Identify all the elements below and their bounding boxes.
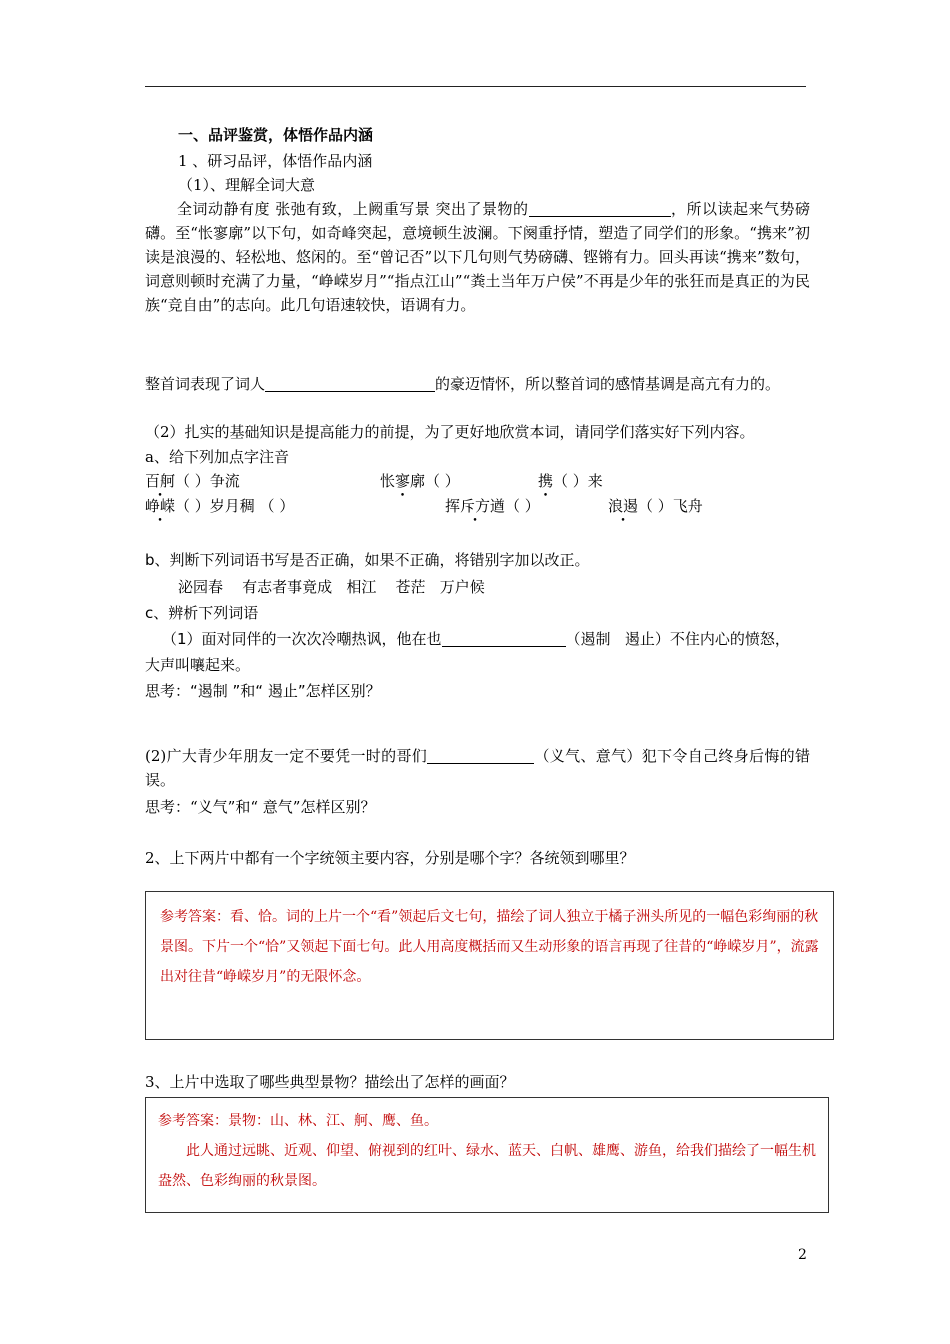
paragraph-1 [145, 197, 810, 317]
dotted-word: 携 [538, 472, 554, 490]
section-a-title: a、给下列加点字注音 [145, 448, 289, 466]
question-c2-start: (2)广大青少年朋友一定不要凭一时的哥们 [145, 747, 428, 765]
dotted-word: 怅寥廓 [380, 472, 426, 490]
paragraph-1-start: 全词动静有度 张弛有致，上阙重写景 突出了景物的 [177, 200, 529, 218]
think-c1: 思考：“遏制 ”和“ 遏止”怎样区别？ [145, 682, 381, 700]
answer-2-line1: 参考答案：景物：山、林、江、舸、鹰、鱼。 [158, 1113, 438, 1129]
pinyin-blank[interactable]: （ ）争流 [175, 472, 240, 490]
question-c1-start: （1）面对同伴的一次次冷嘲热讽，他在也 [162, 630, 442, 648]
pinyin-item [608, 495, 703, 516]
question-3: 3、上片中选取了哪些典型景物？描绘出了怎样的画面？ [145, 1073, 515, 1091]
pinyin-blank[interactable]: （ ）岁月稠 （ ） [175, 497, 295, 515]
pinyin-item [538, 470, 603, 491]
fill-blank-c2[interactable] [427, 747, 534, 764]
paragraph-2-rest: 的豪迈情怀，所以整首词的感情基调是高亢有力的。 [435, 375, 781, 393]
pinyin-item [445, 495, 540, 516]
item-1: 1 、研习品评，体悟作品内涵 [178, 152, 373, 170]
fill-blank-1[interactable] [529, 200, 671, 217]
dotted-word: 挥斥方遒 [445, 497, 506, 515]
fill-blank-2[interactable] [265, 375, 435, 392]
question-c1 [162, 628, 790, 649]
answer-box-1 [145, 891, 834, 1040]
question-c1-line2: 大声叫嚷起来。 [145, 656, 251, 674]
pinyin-item [145, 495, 294, 516]
fill-blank-c1[interactable] [442, 630, 566, 647]
section-b-title: b、判断下列词语书写是否正确，如果不正确，将错别字加以改正。 [145, 551, 590, 569]
paragraph-1-rest: ，所以读起来气势磅礴。至“怅寥廓”以下句，如奇峰突起，意境顿生波澜。下阕重抒情，塑造了同学们的形象。“携来”初读是浪漫的、轻松地、悠闲的。至“曾记否”以下几句则气势磅礴、铿锵有力。回头再读“携来”数句，词意则顿时充满了力量，“峥嵘岁月”“指点江山”“粪土当年万户侯”不再是少年的张狂而是真正的为民族“竞自由”的志向。此几句语速较快，语调有力。 [145, 200, 810, 314]
item-1-sub: （1）、理解全词大意 [178, 176, 316, 194]
pinyin-item [380, 470, 460, 491]
dotted-word: 浪遏 [608, 497, 639, 515]
question-c2-end: （义气、意气）犯下令自己终身后悔的错误。 [145, 747, 810, 789]
pinyin-blank[interactable]: （ ） [425, 472, 460, 490]
answer-box-2 [145, 1097, 829, 1213]
page-number: 2 [798, 1247, 807, 1263]
paragraph-2-start: 整首词表现了词人 [145, 375, 266, 393]
item-2: （2）扎实的基础知识是提高能力的前提，为了更好地欣赏本词，请同学们落实好下列内容。 [145, 423, 755, 441]
question-c1-end: （遏制 遏止）不住内心的愤怒， [565, 630, 790, 648]
question-2: 2、上下两片中都有一个字统领主要内容，分别是哪个字？各统领到哪里？ [145, 849, 635, 867]
pinyin-blank[interactable]: （ ）飞舟 [638, 497, 703, 515]
think-c2: 思考：“义气”和“ 意气”怎样区别？ [145, 798, 376, 816]
section-c-title: c、辨析下列词语 [145, 604, 259, 622]
dotted-word: 百舸 [145, 472, 176, 490]
paragraph-2 [145, 372, 810, 396]
pinyin-blank[interactable]: （ ） [505, 497, 540, 515]
section-title: 一、品评鉴赏，体悟作品内涵 [178, 126, 374, 144]
pinyin-item [145, 470, 240, 491]
header-rule [145, 86, 806, 87]
dotted-word: 峥嵘 [145, 497, 176, 515]
answer-1: 参考答案：看、恰。词的上片一个“看”领起后文七句，描绘了词人独立于橘子洲头所见的一幅色彩绚丽的秋景图。下片一个“恰”又领起下面七句。此人用高度概括而又生动形象的语言再现了往昔的“峥嵘岁月”，流露出对往昔“峥嵘岁月”的无限怀念。 [160, 909, 819, 985]
section-b-words: 泌园春 有志者事竟成 相江 苍茫 万户候 [178, 578, 485, 596]
pinyin-blank[interactable]: （ ）来 [553, 472, 603, 490]
answer-2-line2: 此人通过远眺、近观、仰望、俯视到的红叶、绿水、蓝天、白帆、雄鹰、游鱼，给我们描绘了一幅生机盎然、色彩绚丽的秋景图。 [158, 1143, 816, 1189]
question-c2 [145, 744, 810, 792]
